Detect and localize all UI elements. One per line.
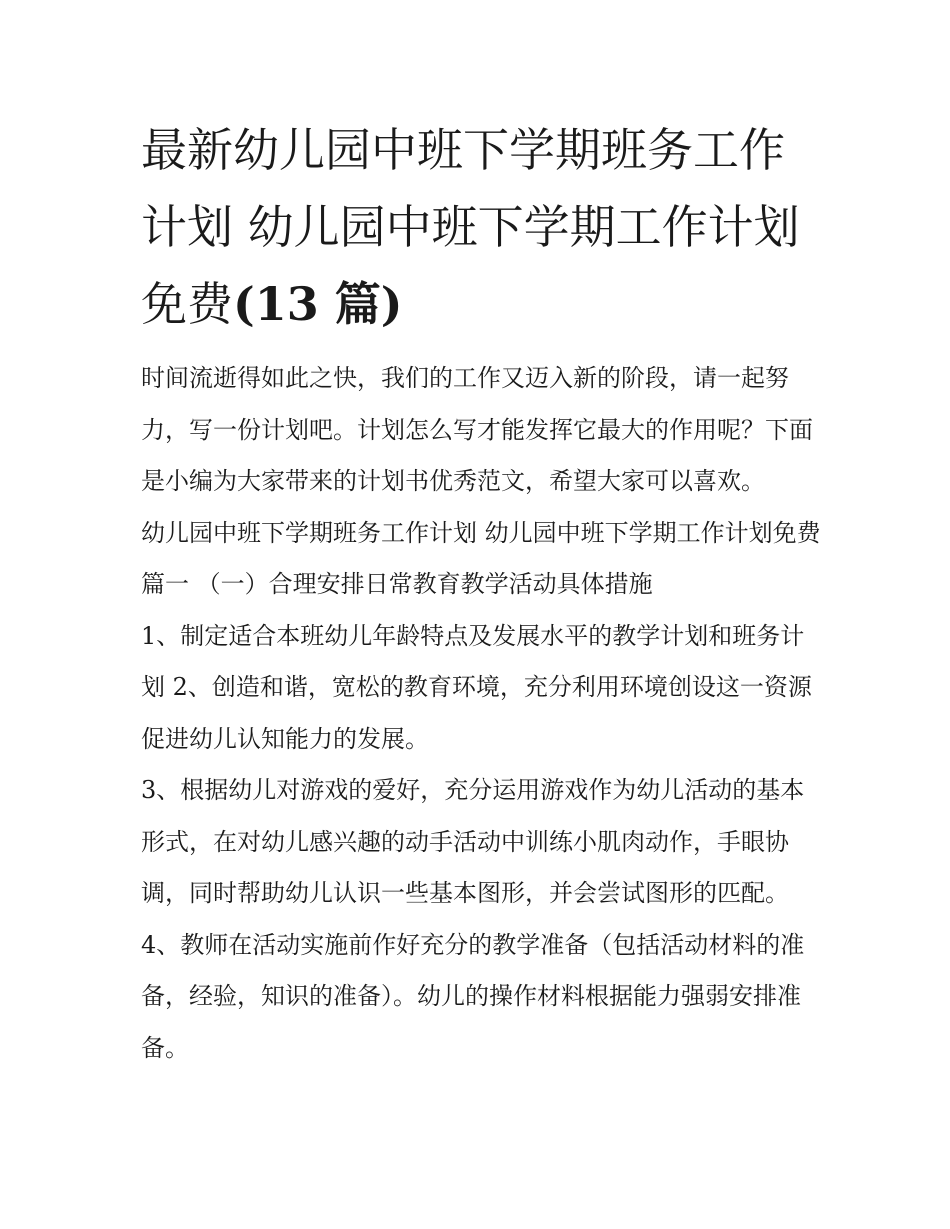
document-page xyxy=(141,112,821,1074)
document-title xyxy=(141,112,821,343)
title-main: 最新幼儿园中班下学期班务工作计划 幼儿园中班下学期工作计划免费 xyxy=(141,123,800,331)
paragraph-item-4: 4、教师在活动实施前作好充分的教学准备（包括活动材料的准备，经验，知识的准备）。幼儿的操作材料根据能力强弱安排准备。 xyxy=(141,930,805,1062)
paragraph-section-heading: 幼儿园中班下学期班务工作计划 幼儿园中班下学期工作计划免费篇一 （一）合理安排日常教育教学活动具体措施 xyxy=(141,518,821,598)
title-suffix: (13 篇) xyxy=(233,277,403,331)
paragraph-item-1-2: 1、制定适合本班幼儿年龄特点及发展水平的教学计划和班务计划 2、创造和谐，宽松的教育环境，充分利用环境创设这一资源促进幼儿认知能力的发展。 xyxy=(141,621,812,753)
paragraph-intro: 时间流逝得如此之快，我们的工作又迈入新的阶段，请一起努力，写一份计划吧。计划怎么写才能发挥它最大的作用呢？下面是小编为大家带来的计划书优秀范文，希望大家可以喜欢。 xyxy=(141,364,813,495)
paragraph-item-3: 3、根据幼儿对游戏的爱好，充分运用游戏作为幼儿活动的基本形式，在对幼儿感兴趣的动手活动中训练小肌肉动作，手眼协调，同时帮助幼儿认识一些基本图形，并会尝试图形的匹配。 xyxy=(141,776,805,907)
document-body xyxy=(141,353,821,1074)
